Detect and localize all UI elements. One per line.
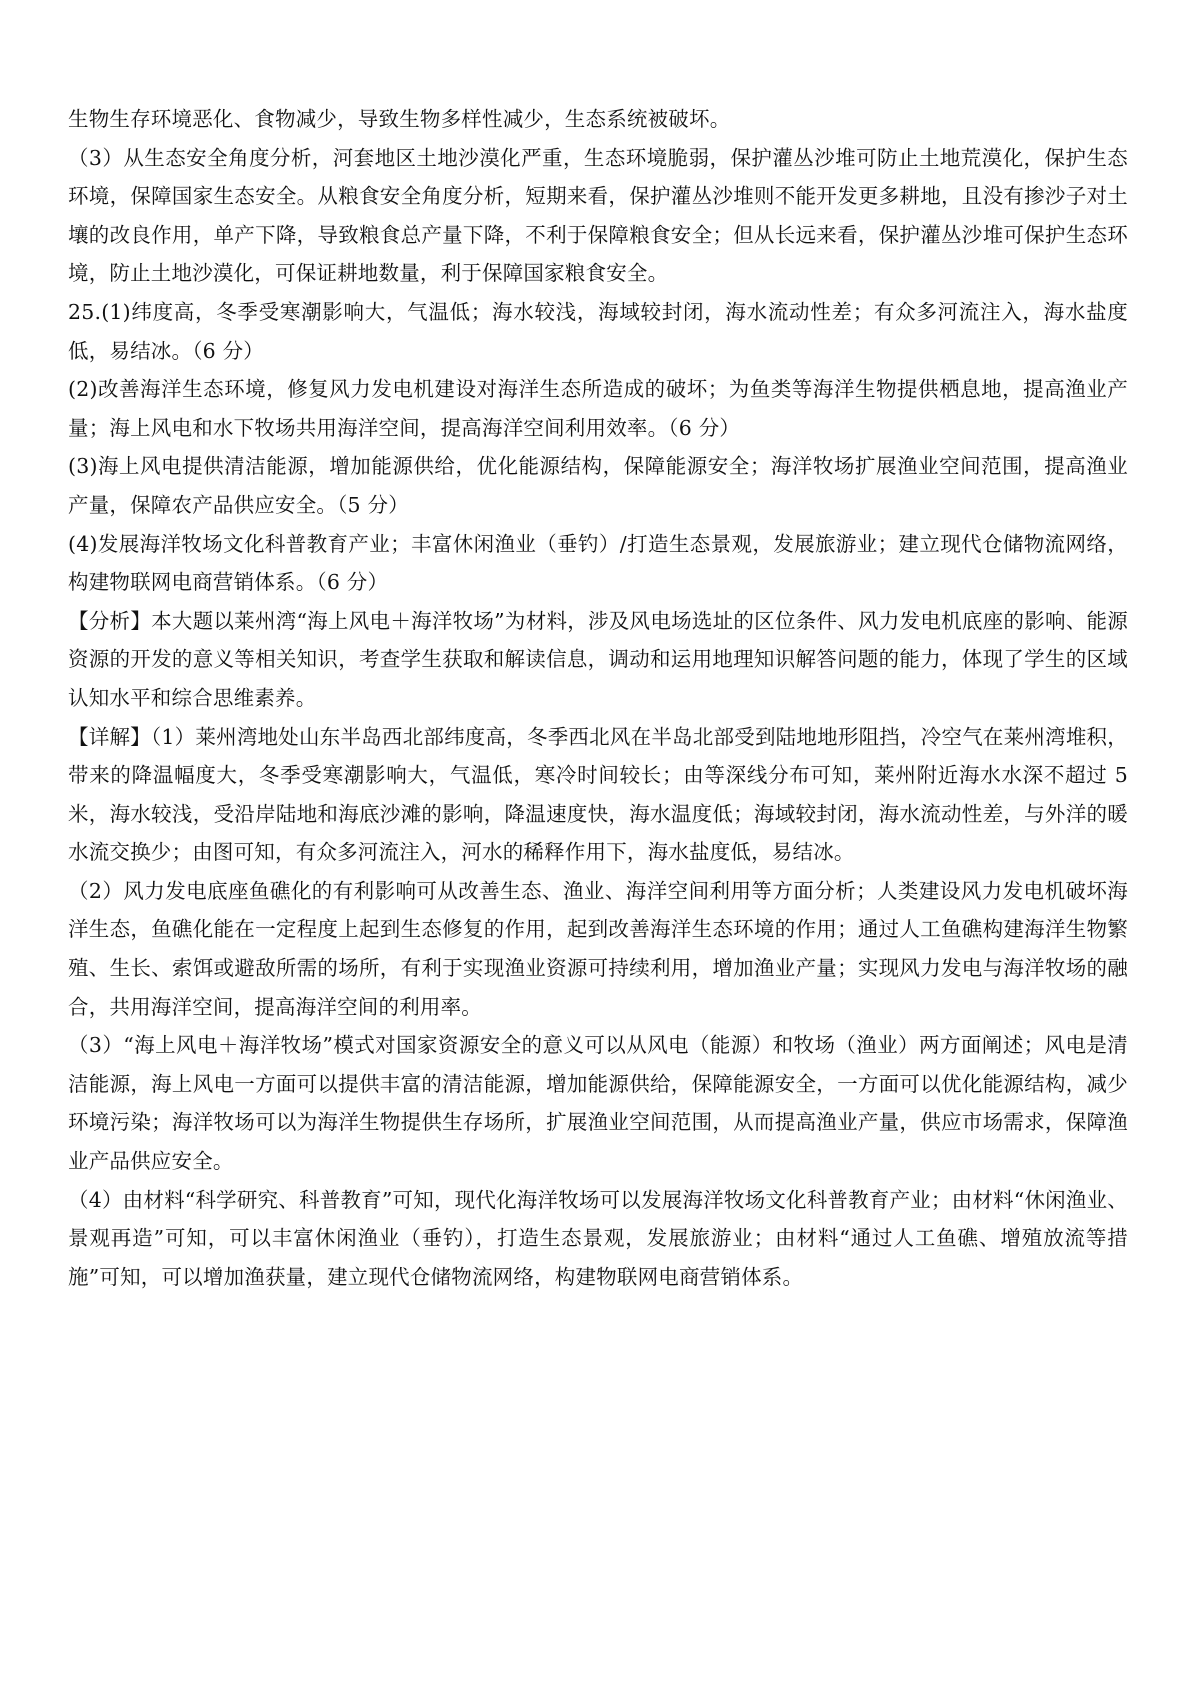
paragraph-q25-part4: (4)发展海洋牧场文化科普教育产业；丰富休闲渔业（垂钓）/打造生态景观，发展旅游业；建立现代仓储物流网络，构建物联网电商营销体系。（6 分）: [68, 531, 1128, 595]
paragraph-ecology-continuation: 生物生存环境恶化、食物减少，导致生物多样性减少，生态系统被破坏。: [68, 107, 731, 131]
paragraph-q25-part1: 25.(1)纬度高，冬季受寒潮影响大，气温低；海水较浅，海域较封闭，海水流动性差；有众多河流注入，海水盐度低，易结冰。（6 分）: [68, 299, 1128, 363]
paragraph-q24-part3: （3）从生态安全角度分析，河套地区土地沙漠化严重，生态环境脆弱，保护灌丛沙堆可防止土地荒漠化，保护生态环境，保障国家生态安全。从粮食安全角度分析，短期来看，保护灌丛沙堆则不能开发更多耕地，且没有掺沙子对土壤的改良作用，单产下降，导致粮食总产量下降，不利于保障粮食安全；但从长远来看，保护灌丛沙堆可保护生态环境，防止土地沙漠化，可保证耕地数量，利于保障国家粮食安全。: [68, 145, 1128, 286]
paragraph-analysis: 【分析】本大题以莱州湾“海上风电＋海洋牧场”为材料，涉及风电场选址的区位条件、风力发电机底座的影响、能源资源的开发的意义等相关知识，考查学生获取和解读信息，调动和运用地理知识解答问题的能力，体现了学生的区域认知水平和综合思维素养。: [68, 608, 1128, 710]
paragraph-detail-1: 【详解】（1）莱州湾地处山东半岛西北部纬度高，冬季西北风在半岛北部受到陆地地形阻挡，冷空气在莱州湾堆积，带来的降温幅度大，冬季受寒潮影响大，气温低，寒冷时间较长；由等深线分布可知，莱州附近海水水深不超过 5 米，海水较浅，受沿岸陆地和海底沙滩的影响，降温速度快，海水温度低；海域较封闭，海水流动性差，与外洋的暖水流交换少；由图可知，有众多河流注入，河水的稀释作用下，海水盐度低，易结冰。: [68, 724, 1128, 865]
paragraph-detail-4: （4）由材料“科学研究、科普教育”可知，现代化海洋牧场可以发展海洋牧场文化科普教育产业；由材料“休闲渔业、景观再造”可知，可以丰富休闲渔业（垂钓），打造生态景观，发展旅游业；由材料“通过人工鱼礁、增殖放流等措施”可知，可以增加渔获量，建立现代仓储物流网络，构建物联网电商营销体系。: [68, 1187, 1128, 1289]
document-page: [68, 100, 1128, 1296]
paragraph-q25-part3: (3)海上风电提供清洁能源，增加能源供给，优化能源结构，保障能源安全；海洋牧场扩展渔业空间范围，提高渔业产量，保障农产品供应安全。（5 分）: [68, 454, 1128, 517]
paragraph-detail-2: （2）风力发电底座鱼礁化的有利影响可从改善生态、渔业、海洋空间利用等方面分析；人类建设风力发电机破坏海洋生态，鱼礁化能在一定程度上起到生态修复的作用，起到改善海洋生态环境的作用；通过人工鱼礁构建海洋生物繁殖、生长、索饵或避敌所需的场所，有利于实现渔业资源可持续利用，增加渔业产量；实现风力发电与海洋牧场的融合，共用海洋空间，提高海洋空间的利用率。: [68, 878, 1128, 1019]
paragraph-detail-3: （3）“海上风电＋海洋牧场”模式对国家资源安全的意义可以从风电（能源）和牧场（渔业）两方面阐述；风电是清洁能源，海上风电一方面可以提供丰富的清洁能源，增加能源供给，保障能源安全，一方面可以优化能源结构，减少环境污染；海洋牧场可以为海洋生物提供生存场所，扩展渔业空间范围，从而提高渔业产量，供应市场需求，保障渔业产品供应安全。: [68, 1033, 1128, 1174]
paragraph-q25-part2: (2)改善海洋生态环境，修复风力发电机建设对海洋生态所造成的破坏；为鱼类等海洋生物提供栖息地，提高渔业产量；海上风电和水下牧场共用海洋空间，提高海洋空间利用效率。（6 分）: [68, 377, 1128, 440]
